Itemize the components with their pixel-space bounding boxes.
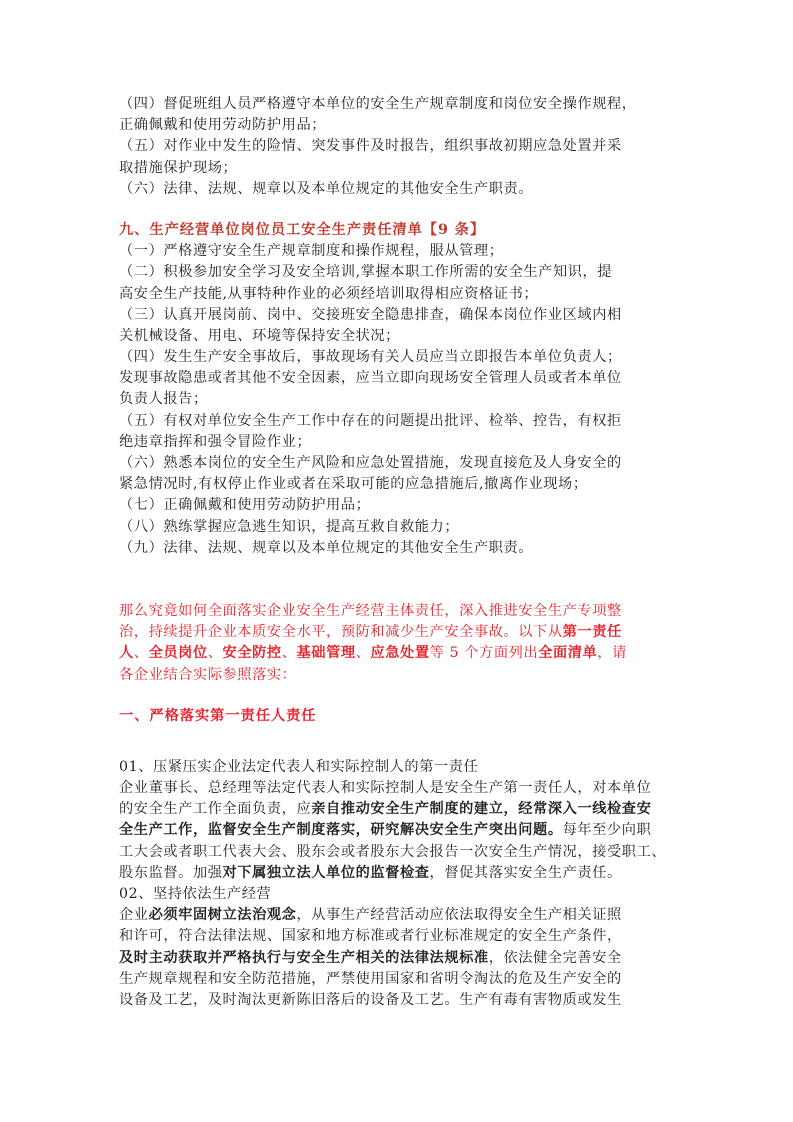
intro-line: 那么究竟如何全面落实企业安全生产经营主体责任，深入推进安全生产专项整 (119, 602, 622, 619)
section-one-body (119, 757, 679, 1011)
subheading: 02、坚持依法生产经营 (119, 886, 272, 902)
paragraph-line (119, 948, 679, 969)
body-text: 企业 (119, 907, 149, 924)
list-item: （二）积极参加安全学习及安全培训,掌握本职工作所需的安全生产知识，提 (119, 264, 613, 281)
intro-emphasis: 人 (119, 645, 134, 662)
paragraph-line (119, 905, 679, 926)
intro-text: 、 (133, 645, 149, 662)
list-item: 绝违章指挥和强令冒险作业； (119, 433, 312, 450)
section-heading: 一、严格落实第一责任人责任 (119, 707, 317, 724)
body-text: ，依法健全完善安全 (488, 949, 622, 966)
body-emphasis: 必须牢固树立法治观念 (148, 907, 297, 924)
body-text: ，督促其落实安全生产责任。 (429, 864, 622, 881)
list-item: 负责人报告； (119, 391, 208, 408)
list-item: （三）认真开展岗前、岗中、交接班安全隐患排查，确保本岗位作业区域内相 (119, 306, 622, 323)
paragraph-line: （六）法律、法规、规章以及本单位规定的其他安全生产职责。 (119, 180, 534, 197)
intro-paragraph (119, 601, 679, 686)
paragraph-line: 取措施保护现场； (119, 159, 238, 176)
paragraph-line: 企业董事长、总经理等法定代表人和实际控制人是安全生产第一责任人，对本单位 (119, 780, 652, 797)
list-item: （八）熟练掌握应急逃生知识，提高互救自救能力； (119, 518, 460, 535)
list-item: （六）熟悉本岗位的安全生产风险和应急处置措施，发现直接危及人身安全的 (119, 455, 622, 471)
intro-emphasis: 全面清单 (538, 645, 598, 662)
body-emphasis: 全生产工作，监督安全生产制度落实，研究解决安全生产突出问题。 (119, 822, 563, 839)
intro-emphasis: 安全防控 (222, 645, 282, 662)
intro-text: 、 (207, 645, 223, 662)
paragraph-line: （五）对作业中发生的险情、突发事件及时报告，组织事故初期应急处置并采 (119, 138, 622, 155)
body-emphasis: 对下属独立法人单位的监督检查 (222, 864, 430, 881)
subheading: 01、压紧压实企业法定代表人和实际控制人的第一责任 (119, 758, 479, 775)
list-item: 关机械设备、用电、环境等保持安全状况； (119, 327, 400, 344)
previous-section-tail (119, 94, 679, 200)
list-item: （四）发生生产安全事故后，事故现场有关人员应当立即报告本单位负责人； (119, 349, 622, 366)
paragraph-line (119, 863, 679, 884)
intro-line (119, 622, 679, 643)
list-item: （七）正确佩戴和使用劳动防护用品； (119, 497, 371, 514)
paragraph-line: 正确佩戴和使用劳动防护用品； (119, 117, 327, 134)
list-item: （五）有权对单位安全生产工作中存在的问题提出批评、检举、控告，有权拒 (119, 412, 622, 429)
section-nine (119, 220, 679, 559)
intro-text: 等 5 个方面列出 (429, 645, 539, 662)
intro-line (119, 643, 679, 664)
list-item: 发现事故隐患或者其他不安全因素，应当立即向现场安全管理人员或者本单位 (119, 370, 622, 387)
body-emphasis: 及时主动获取并严格执行与安全生产相关的法律法规标准 (119, 949, 489, 966)
list-item: 紧急情况时,有权停止作业或者在采取可能的应急措施后,撤离作业现场； (119, 476, 588, 493)
section-heading: 九、生产经营单位岗位员工安全生产责任清单【9 条】 (119, 221, 486, 238)
body-emphasis: 亲自推动安全生产制度的建立，经常深入一线检查安 (311, 801, 652, 818)
list-item: （一）严格遵守安全生产规章制度和操作规程，服从管理； (119, 243, 504, 260)
paragraph-line: 生产规章规程和安全防范措施，严禁使用国家和省明令淘汰的危及生产安全的 (119, 970, 622, 987)
list-item: 高安全生产技能,从事特种作业的必须经培训取得相应资格证书； (119, 285, 539, 302)
list-item: （九）法律、法规、规章以及本单位规定的其他安全生产职责。 (119, 539, 534, 556)
document-page (119, 94, 679, 1011)
intro-emphasis: 基础管理 (296, 645, 356, 662)
intro-emphasis: 第一责任 (562, 624, 622, 641)
body-text: 的安全生产工作全面负责，应 (119, 801, 312, 818)
body-text: ，从事生产经营活动应依法取得安全生产相关证照 (296, 907, 622, 924)
body-text: 每年至少向职 (562, 822, 652, 839)
paragraph-line (119, 799, 679, 820)
intro-text: 、 (355, 645, 371, 662)
intro-emphasis: 应急处置 (370, 645, 430, 662)
body-text: 股东监督。加强 (119, 864, 223, 881)
intro-line: 各企业结合实际参照落实： (119, 666, 297, 683)
intro-text: 、 (281, 645, 297, 662)
paragraph-line: 设备及工艺，及时淘汰更新陈旧落后的设备及工艺。生产有毒有害物质或发生 (119, 991, 622, 1008)
intro-text: ，请 (597, 645, 627, 662)
intro-text: 治，持续提升企业本质安全水平，预防和减少生产安全事故。以下从 (119, 624, 563, 641)
paragraph-line: 和许可，符合法律法规、国家和地方标准或者行业标准规定的安全生产条件， (119, 928, 622, 945)
paragraph-line (119, 820, 679, 841)
intro-emphasis: 全员岗位 (148, 645, 208, 662)
paragraph-line: 工大会或者职工代表大会、股东会或者股东大会报告一次安全生产情况，接受职工、 (119, 843, 667, 860)
paragraph-line: （四）督促班组人员严格遵守本单位的安全生产规章制度和岗位安全操作规程， (119, 96, 637, 112)
